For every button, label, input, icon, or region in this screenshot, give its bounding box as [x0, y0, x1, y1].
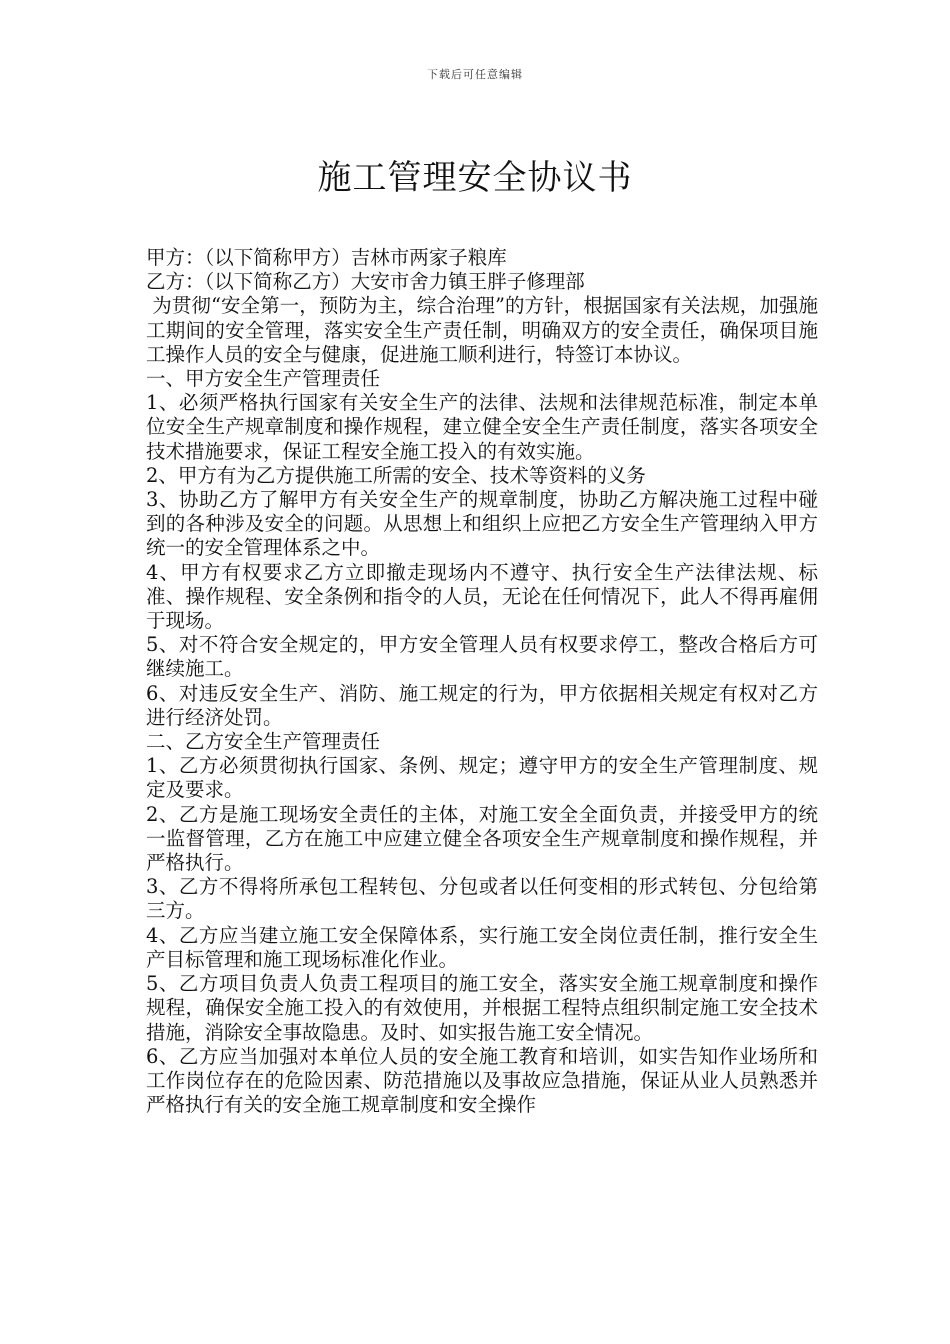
party-b-line: 乙方：（以下简称乙方）大安市舍力镇王胖子修理部	[146, 270, 585, 294]
header-note: 下载后可任意编辑	[427, 68, 523, 81]
section-heading-party-b: 二、乙方安全生产管理责任	[146, 730, 381, 754]
document-body	[146, 246, 818, 1117]
party-a-clause-5: 5、对不符合安全规定的，甲方安全管理人员有权要求停工，整改合格后方可继续施工。	[146, 633, 818, 681]
party-b-clause-3: 3、乙方不得将所承包工程转包、分包或者以任何变相的形式转包、分包给第三方。	[146, 875, 818, 923]
party-a-clause-3: 3、协助乙方了解甲方有关安全生产的规章制度，协助乙方解决施工过程中碰到的各种涉及安全的问题。从思想上和组织上应把乙方安全生产管理纳入甲方统一的安全管理体系之中。	[146, 488, 818, 560]
party-b-clause-1: 1、乙方必须贯彻执行国家、条例、规定；遵守甲方的安全生产管理制度、规定及要求。	[146, 754, 818, 802]
preamble-paragraph: 为贯彻“安全第一，预防为主，综合治理”的方针，根据国家有关法规，加强施工期间的安全管理，落实安全生产责任制，明确双方的安全责任，确保项目施工操作人员的安全与健康，促进施工顺利进行，特签订本协议。	[146, 294, 818, 366]
party-a-line: 甲方：（以下简称甲方）吉林市两家子粮库	[146, 246, 507, 269]
party-b-clause-4: 4、乙方应当建立施工安全保障体系，实行施工安全岗位责任制，推行安全生产目标管理和施工现场标准化作业。	[146, 923, 818, 971]
party-b-clause-2: 2、乙方是施工现场安全责任的主体，对施工安全全面负责，并接受甲方的统一监督管理，乙方在施工中应建立健全各项安全生产规章制度和操作规程，并严格执行。	[146, 802, 818, 875]
party-a-clause-1: 1、必须严格执行国家有关安全生产的法律、法规和法律规范标准，制定本单位安全生产规章制度和操作规程，建立健全安全生产责任制度，落实各项安全技术措施要求，保证工程安全施工投入的有效实施。	[146, 391, 818, 463]
party-a-clause-4: 4、甲方有权要求乙方立即撤走现场内不遵守、执行安全生产法律法规、标准、操作规程、安全条例和指令的人员，无论在任何情况下，此人不得再雇佣于现场。	[146, 560, 818, 633]
party-b-clause-5: 5、乙方项目负责人负责工程项目的施工安全，落实安全施工规章制度和操作规程，确保安全施工投入的有效使用，并根据工程特点组织制定施工安全技术措施，消除安全事故隐患。及时、如实报告施工安全情况。	[146, 972, 818, 1044]
party-a-clause-6: 6、对违反安全生产、消防、施工规定的行为，甲方依据相关规定有权对乙方进行经济处罚。	[146, 681, 818, 729]
party-b-clause-6: 6、乙方应当加强对本单位人员的安全施工教育和培训，如实告知作业场所和工作岗位存在的危险因素、防范措施以及事故应急措施，保证从业人员熟悉并严格执行有关的安全施工规章制度和安全操作	[146, 1044, 818, 1117]
document-title: 施工管理安全协议书	[317, 158, 633, 198]
party-a-clause-2: 2、甲方有为乙方提供施工所需的安全、技术等资料的义务	[146, 463, 646, 487]
section-heading-party-a: 一、甲方安全生产管理责任	[146, 367, 381, 391]
